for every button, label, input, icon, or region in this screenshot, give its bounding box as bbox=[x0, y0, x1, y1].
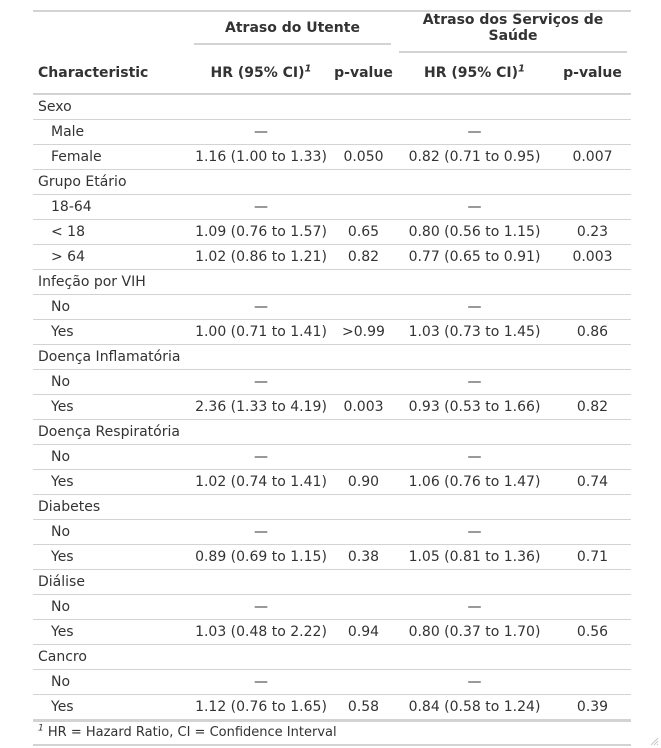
hr-servicos: 1.06 (0.76 to 1.47) bbox=[395, 470, 554, 495]
hr-utente: 1.03 (0.48 to 2.22) bbox=[190, 620, 332, 645]
hr-utente: 1.00 (0.71 to 1.41) bbox=[190, 320, 332, 345]
p-utente bbox=[332, 520, 395, 545]
p-utente: 0.58 bbox=[332, 695, 395, 720]
group-label: Doença Inflamatória bbox=[33, 345, 631, 370]
row-label: No bbox=[33, 445, 190, 470]
table-body bbox=[33, 94, 631, 720]
hr-servicos: 0.82 (0.71 to 0.95) bbox=[395, 145, 554, 170]
table-row bbox=[33, 545, 631, 570]
group-row bbox=[33, 420, 631, 445]
row-label: Male bbox=[33, 120, 190, 145]
table-row bbox=[33, 220, 631, 245]
p-servicos: 0.23 bbox=[554, 220, 631, 245]
group-label: Doença Respiratória bbox=[33, 420, 631, 445]
col-pvalue-utente: p-value bbox=[332, 53, 395, 94]
hr-utente: — bbox=[190, 370, 332, 395]
hr-utente: 1.02 (0.86 to 1.21) bbox=[190, 245, 332, 270]
group-row bbox=[33, 345, 631, 370]
p-utente bbox=[332, 445, 395, 470]
hr-servicos: — bbox=[395, 520, 554, 545]
p-utente bbox=[332, 120, 395, 145]
hr-servicos: 0.80 (0.37 to 1.70) bbox=[395, 620, 554, 645]
hr-servicos: — bbox=[395, 445, 554, 470]
p-servicos bbox=[554, 445, 631, 470]
hr-servicos: — bbox=[395, 295, 554, 320]
p-servicos: 0.007 bbox=[554, 145, 631, 170]
group-row bbox=[33, 94, 631, 120]
p-servicos: 0.74 bbox=[554, 470, 631, 495]
hr-utente: 2.36 (1.33 to 4.19) bbox=[190, 395, 332, 420]
row-label: Yes bbox=[33, 620, 190, 645]
row-label: Yes bbox=[33, 470, 190, 495]
column-header-row bbox=[33, 53, 631, 94]
col-hr-utente: HR (95% CI)$^1$ bbox=[190, 53, 332, 94]
hazard-ratio-table bbox=[33, 10, 631, 720]
group-label: Grupo Etário bbox=[33, 170, 631, 195]
hr-servicos: 1.05 (0.81 to 1.36) bbox=[395, 545, 554, 570]
p-servicos: 0.39 bbox=[554, 695, 631, 720]
p-servicos: 0.003 bbox=[554, 245, 631, 270]
row-label: Yes bbox=[33, 695, 190, 720]
p-servicos bbox=[554, 670, 631, 695]
row-label: No bbox=[33, 595, 190, 620]
table-row bbox=[33, 445, 631, 470]
hr-utente: — bbox=[190, 195, 332, 220]
hr-servicos: 0.77 (0.65 to 0.91) bbox=[395, 245, 554, 270]
p-servicos: 0.71 bbox=[554, 545, 631, 570]
group-label: Sexo bbox=[33, 94, 631, 120]
row-label: No bbox=[33, 370, 190, 395]
group-row bbox=[33, 495, 631, 520]
hr-servicos: 0.80 (0.56 to 1.15) bbox=[395, 220, 554, 245]
hr-utente: — bbox=[190, 595, 332, 620]
p-utente: 0.003 bbox=[332, 395, 395, 420]
p-servicos bbox=[554, 595, 631, 620]
p-utente: 0.65 bbox=[332, 220, 395, 245]
p-servicos: 0.56 bbox=[554, 620, 631, 645]
hr-utente: — bbox=[190, 520, 332, 545]
spanner-header-row bbox=[33, 11, 631, 53]
row-label: Yes bbox=[33, 545, 190, 570]
p-utente bbox=[332, 295, 395, 320]
table-row bbox=[33, 670, 631, 695]
table-row bbox=[33, 695, 631, 720]
p-servicos bbox=[554, 295, 631, 320]
row-label: No bbox=[33, 670, 190, 695]
hr-utente: — bbox=[190, 120, 332, 145]
col-characteristic: Characteristic bbox=[33, 53, 190, 94]
group-label: Diálise bbox=[33, 570, 631, 595]
hr-servicos: — bbox=[395, 120, 554, 145]
hr-servicos: 0.84 (0.58 to 1.24) bbox=[395, 695, 554, 720]
p-utente: 0.38 bbox=[332, 545, 395, 570]
table-footnote bbox=[33, 720, 631, 746]
row-label: Yes bbox=[33, 395, 190, 420]
row-label: No bbox=[33, 295, 190, 320]
table-row bbox=[33, 195, 631, 220]
p-utente bbox=[332, 370, 395, 395]
group-row bbox=[33, 270, 631, 295]
p-utente: 0.94 bbox=[332, 620, 395, 645]
table-row bbox=[33, 295, 631, 320]
p-utente: 0.050 bbox=[332, 145, 395, 170]
row-label: No bbox=[33, 520, 190, 545]
group-label: Cancro bbox=[33, 645, 631, 670]
table-row bbox=[33, 120, 631, 145]
row-label: < 18 bbox=[33, 220, 190, 245]
hr-utente: — bbox=[190, 670, 332, 695]
p-servicos bbox=[554, 120, 631, 145]
resize-grip-icon[interactable] bbox=[649, 736, 659, 746]
p-utente bbox=[332, 195, 395, 220]
table-row bbox=[33, 595, 631, 620]
row-label: 18-64 bbox=[33, 195, 190, 220]
row-label: > 64 bbox=[33, 245, 190, 270]
results-table-container bbox=[33, 10, 631, 746]
hr-utente: 1.02 (0.74 to 1.41) bbox=[190, 470, 332, 495]
table-row bbox=[33, 245, 631, 270]
spanner-blank bbox=[33, 11, 190, 53]
group-label: Infeção por VIH bbox=[33, 270, 631, 295]
table-row bbox=[33, 470, 631, 495]
hr-utente: 1.12 (0.76 to 1.65) bbox=[190, 695, 332, 720]
col-pvalue-servicos: p-value bbox=[554, 53, 631, 94]
row-label: Yes bbox=[33, 320, 190, 345]
spanner-atraso-servicos: Atraso dos Serviços de Saúde bbox=[395, 11, 631, 53]
group-label: Diabetes bbox=[33, 495, 631, 520]
p-utente bbox=[332, 670, 395, 695]
hr-utente: — bbox=[190, 445, 332, 470]
hr-servicos: 0.93 (0.53 to 1.66) bbox=[395, 395, 554, 420]
footnote-marker: 1 bbox=[38, 723, 44, 734]
p-servicos bbox=[554, 520, 631, 545]
p-utente: 0.82 bbox=[332, 245, 395, 270]
hr-utente: — bbox=[190, 295, 332, 320]
table-row bbox=[33, 145, 631, 170]
hr-servicos: — bbox=[395, 670, 554, 695]
footnote-text: HR = Hazard Ratio, CI = Confidence Interval bbox=[47, 725, 337, 740]
p-servicos bbox=[554, 370, 631, 395]
group-row bbox=[33, 170, 631, 195]
hr-utente: 0.89 (0.69 to 1.15) bbox=[190, 545, 332, 570]
group-row bbox=[33, 645, 631, 670]
row-label: Female bbox=[33, 145, 190, 170]
col-hr-servicos: HR (95% CI)$^1$ bbox=[395, 53, 554, 94]
hr-servicos: — bbox=[395, 370, 554, 395]
p-servicos: 0.82 bbox=[554, 395, 631, 420]
hr-servicos: — bbox=[395, 195, 554, 220]
hr-utente: 1.16 (1.00 to 1.33) bbox=[190, 145, 332, 170]
hr-servicos: — bbox=[395, 595, 554, 620]
p-utente: 0.90 bbox=[332, 470, 395, 495]
p-utente bbox=[332, 595, 395, 620]
p-servicos: 0.86 bbox=[554, 320, 631, 345]
table-row bbox=[33, 620, 631, 645]
p-utente: >0.99 bbox=[332, 320, 395, 345]
group-row bbox=[33, 570, 631, 595]
hr-utente: 1.09 (0.76 to 1.57) bbox=[190, 220, 332, 245]
p-servicos bbox=[554, 195, 631, 220]
table-row bbox=[33, 395, 631, 420]
spanner-atraso-utente: Atraso do Utente bbox=[190, 11, 395, 53]
hr-servicos: 1.03 (0.73 to 1.45) bbox=[395, 320, 554, 345]
table-row bbox=[33, 320, 631, 345]
table-row bbox=[33, 370, 631, 395]
table-row bbox=[33, 520, 631, 545]
